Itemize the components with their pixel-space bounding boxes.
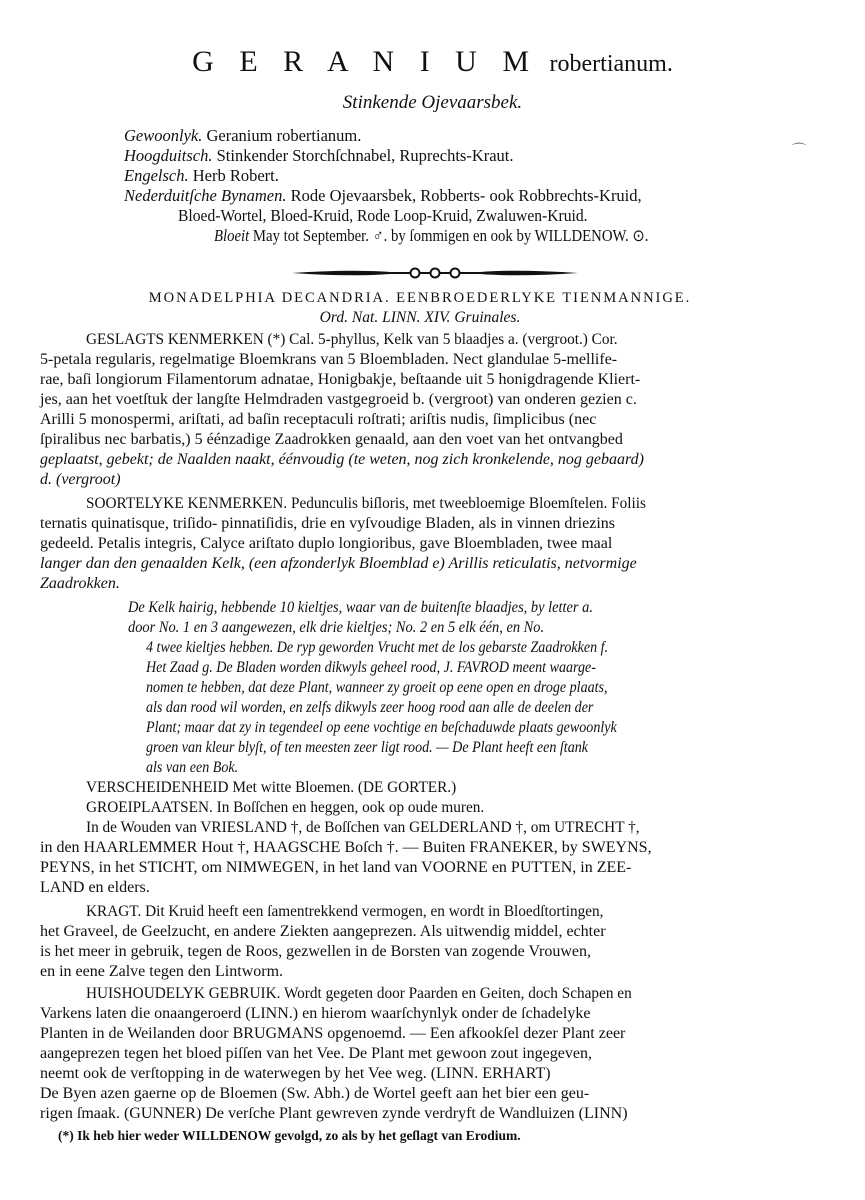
note-line: door No. 1 en 3 aangewezen, elk drie kieltjes; No. 2 en 5 elk één, en No. xyxy=(128,619,545,636)
body-line: LAND en elders. xyxy=(40,879,150,896)
body-line: jes, aan het voetſtuk der langſte Helmdraden vastgegroeid b. (vergroot) van onderen gezien c. xyxy=(40,391,637,408)
note-line: als van een Bok. xyxy=(146,759,239,776)
order-line: Ord. Nat. LINN. XIV. Gruinales. xyxy=(319,309,521,326)
body-line: HUISHOUDELYK GEBRUIK. Wordt gegeten door Paarden en Geiten, doch Schapen en xyxy=(86,985,632,1002)
synonym-text: Stinkender Storchſchnabel, Ruprechts-Kraut. xyxy=(212,146,514,165)
synonym-text: Bloed-Wortel, Bloed-Kruid, Rode Loop-Kruid, Zwaluwen-Kruid. xyxy=(178,206,588,225)
note-line: Plant; maar dat zy in tegendeel op eene vochtige en beſchaduwde plaats gewoonlyk xyxy=(146,719,617,736)
body-line: en in eene Zalve tegen den Lintworm. xyxy=(40,963,284,980)
body-line: In de Wouden van VRIESLAND †, de Boſſchen van GELDERLAND †, om UTRECHT †, xyxy=(86,819,640,836)
synonym-line xyxy=(178,206,840,226)
footnote: (*) Ik heb hier weder WILLDENOW gevolgd, zo als by het geſlagt van Erodium. xyxy=(58,1128,521,1143)
synonym-line xyxy=(124,186,824,206)
body-line: het Graveel, de Geelzucht, en andere Ziekten aangeprezen. Als uitwendig middel, echter xyxy=(40,923,606,940)
body-line: ternatis quinatisque, triſido- pinnatiſidis, drie en vyſvoudige Bladen, als in vinnen driezins xyxy=(40,515,615,532)
species-name: robertianum. xyxy=(549,51,673,77)
body-line: Zaadrokken. xyxy=(40,575,120,592)
body-line: d. (vergroot) xyxy=(40,471,121,488)
synonym-label: Engelsch. xyxy=(124,166,189,185)
body-line: is het meer in gebruik, tegen de Roos, gezwellen in de Borsten van zogende Vrouwen, xyxy=(40,943,592,960)
note-line: als dan rood wil worden, en zelfs dikwyls zeer hoog rood aan alle de deelen der xyxy=(146,699,594,716)
note-line: De Kelk hairig, hebbende 10 kieltjes, waar van de buitenſte blaadjes, by letter a. xyxy=(128,599,593,616)
synonym-label: Nederduitſche Bynamen. xyxy=(124,186,287,205)
body-line: in den HAARLEMMER Hout †, HAAGSCHE Boſch †. — Buiten FRANEKER, by SWEYNS, xyxy=(40,839,652,856)
synonym-line xyxy=(124,146,824,166)
class-heading: MONADELPHIA DECANDRIA. EENBROEDERLYKE TIENMANNIGE. xyxy=(148,290,692,306)
synonym-text: Geranium robertianum. xyxy=(202,126,362,145)
body-line: ſpiralibus nec barbatis,) 5 éénzadige Zaadrokken genaald, aan den voet van het ontvangbed xyxy=(40,431,623,448)
body-line: rigen ſmaak. (GUNNER) De verſche Plant gewreven zynde verdryft de Wandluizen (LINN) xyxy=(40,1105,628,1122)
body-line: Arilli 5 monospermi, ariſtati, ad baſin receptaculi roſtrati; ariſtis nudis, ſimplicibus (nec xyxy=(40,411,597,428)
body-line: GESLAGTS KENMERKEN (*) Cal. 5-phyllus, Kelk van 5 blaadjes a. (vergroot.) Cor. xyxy=(86,331,618,348)
body-line: neemt ook de verſtopping in de waterwegen by het Vee weg. (LINN. ERHART) xyxy=(40,1065,551,1082)
note-line: 4 twee kieltjes hebben. De ryp geworden Vrucht met de los gebarste Zaadrokken f. xyxy=(146,639,609,656)
synonym-line xyxy=(124,126,824,146)
body-line: langer dan den genaalden Kelk, (een afzonderlyk Bloemblad e) Arillis reticulatis, netvormige xyxy=(40,555,637,572)
body-line: KRAGT. Dit Kruid heeft een ſamentrekkend vermogen, en wordt in Bloedſtortingen, xyxy=(86,903,604,920)
synonym-label: Bloeit xyxy=(214,226,250,245)
dutch-name: Stinkende Ojevaarsbek. xyxy=(342,92,523,113)
body-line: De Byen azen gaerne op de Bloemen (Sw. Abh.) de Wortel geeft aan het bier een geu- xyxy=(40,1085,590,1102)
synonym-text: May tot September. ♂. by ſommigen en ook by WILLDENOW. ⊙. xyxy=(249,226,649,245)
body-line: VERSCHEIDENHEID Met witte Bloemen. (DE GORTER.) xyxy=(86,779,457,796)
note-line: nomen te hebben, dat deze Plant, wanneer zy groeit op eene open en droge plaats, xyxy=(146,679,608,696)
synonym-label: Gewoonlyk. xyxy=(124,126,203,145)
body-line: 5-petala regularis, regelmatige Bloemkrans van 5 Bloembladen. Nect glandulae 5-mellife- xyxy=(40,351,618,368)
body-line: PEYNS, in het STICHT, om NIMWEGEN, in het land van VOORNE en PUTTEN, in ZEE- xyxy=(40,859,632,876)
body-line: Planten in de Weilanden door BRUGMANS opgenoemd. — Een afkookſel dezer Plant zeer xyxy=(40,1025,626,1042)
note-line: groen van kleur blyſt, of ten meesten zeer ligt rood. — De Plant heeft een ſtank xyxy=(146,739,589,756)
note-line: Het Zaad g. De Bladen worden dikwyls geheel rood, J. FAVROD meent waarge- xyxy=(146,659,596,676)
synonym-label: Hoogduitsch. xyxy=(124,146,213,165)
body-line: Varkens laten die onaangeroerd (LINN.) en hierom waarſchynlyk onder de ſchadelyke xyxy=(40,1005,591,1022)
margin-mark: ⌒ xyxy=(792,143,806,159)
synonym-line xyxy=(124,166,824,186)
body-line: aangeprezen tegen het bloed piſſen van het Vee. De Plant met gewoon zout ingegeven, xyxy=(40,1045,592,1062)
ornamental-divider xyxy=(290,266,580,280)
body-line: SOORTELYKE KENMERKEN. Pedunculis biſloris, met tweebloemige Bloemſtelen. Foliis xyxy=(86,495,646,512)
page-title xyxy=(0,44,865,82)
body-line: gedeeld. Petalis integris, Calyce ariſtato duplo longioribus, gave Bloembladen, twee maal xyxy=(40,535,613,552)
body-line: GROEIPLAATSEN. In Boſſchen en heggen, ook op oude muren. xyxy=(86,799,485,816)
bloom-line xyxy=(214,226,840,246)
synonym-text: Herb Robert. xyxy=(188,166,279,185)
synonym-text: Rode Ojevaarsbek, Robberts- ook Robbrechts-Kruid, xyxy=(286,186,642,205)
body-line: geplaatst, gebekt; de Naalden naakt, éénvoudig (te weten, nog zich kronkelende, nog gebaard) xyxy=(40,451,644,468)
body-line: rae, baſi longiorum Filamentorum adnatae, Honigbakje, beſtaande uit 5 honigdragende Kliert- xyxy=(40,371,641,388)
genus-name: G E R A N I U M xyxy=(192,45,539,78)
